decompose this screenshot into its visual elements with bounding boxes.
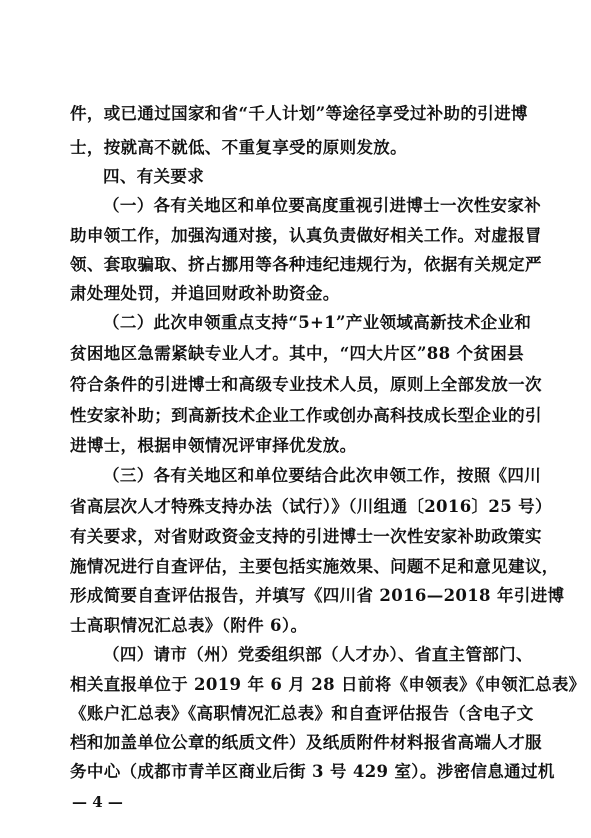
body-line-8: （二）此次申领重点支持“5+1”产业领域高新技术企业和	[103, 313, 532, 332]
body-line-21: 《账户汇总表》《高职情况汇总表》和自查评估报告（含电子文	[70, 704, 534, 723]
section-heading: 四、有关要求	[103, 167, 205, 186]
page-number: — 4 —	[72, 793, 123, 811]
body-line-5: 助申领工作，加强沟通对接，认真负责做好相关工作。对虚报冒	[70, 226, 542, 245]
body-line-23: 务中心（成都市青羊区商业后街 3 号 429 室）。涉密信息通过机	[70, 762, 555, 781]
body-line-14: 省高层次人才特殊支持办法（试行）》（川组通〔2016〕25 号）	[70, 497, 552, 516]
body-line-13: （三）各有关地区和单位要结合此次申领工作，按照《四川	[103, 466, 542, 485]
body-line-17: 形成简要自查评估报告，并填写《四川省 2016—2018 年引进博	[70, 586, 565, 605]
body-line-19: （四）请市（州）党委组织部（人才办）、省直主管部门、	[103, 645, 533, 664]
body-line-6: 领、套取骗取、挤占挪用等各种违纪违规行为，依据有关规定严	[70, 255, 542, 274]
body-line-1: 件，或已通过国家和省“千人计划”等途径享受过补助的引进博	[70, 104, 528, 123]
body-line-2: 士，按就高不就低、不重复享受的原则发放。	[70, 138, 407, 157]
body-line-20: 相关直报单位于 2019 年 6 月 28 日前将《申领表》《申领汇总表》	[70, 675, 586, 694]
body-line-18: 士高职情况汇总表》（附件 6）。	[70, 616, 308, 635]
body-line-22: 档和加盖单位公章的纸质文件）及纸质附件材料报省高端人才服	[70, 733, 542, 752]
body-line-9: 贫困地区急需紧缺专业人才。其中，“四大片区”88 个贫困县	[70, 344, 524, 363]
body-line-16: 施情况进行自查评估，主要包括实施效果、问题不足和意见建议，	[70, 557, 559, 576]
body-line-10: 符合条件的引进博士和高级专业技术人员，原则上全部发放一次	[70, 375, 542, 394]
body-line-11: 性安家补助；到高新技术企业工作或创办高科技成长型企业的引	[70, 406, 542, 425]
body-line-4: （一）各有关地区和单位要高度重视引进博士一次性安家补	[103, 196, 542, 215]
body-line-12: 进博士，根据申领情况评审择优发放。	[70, 436, 357, 455]
body-line-15: 有关要求，对省财政资金支持的引进博士一次性安家补助政策实	[70, 527, 542, 546]
body-line-7: 肃处理处罚，并追回财政补助资金。	[70, 284, 340, 303]
